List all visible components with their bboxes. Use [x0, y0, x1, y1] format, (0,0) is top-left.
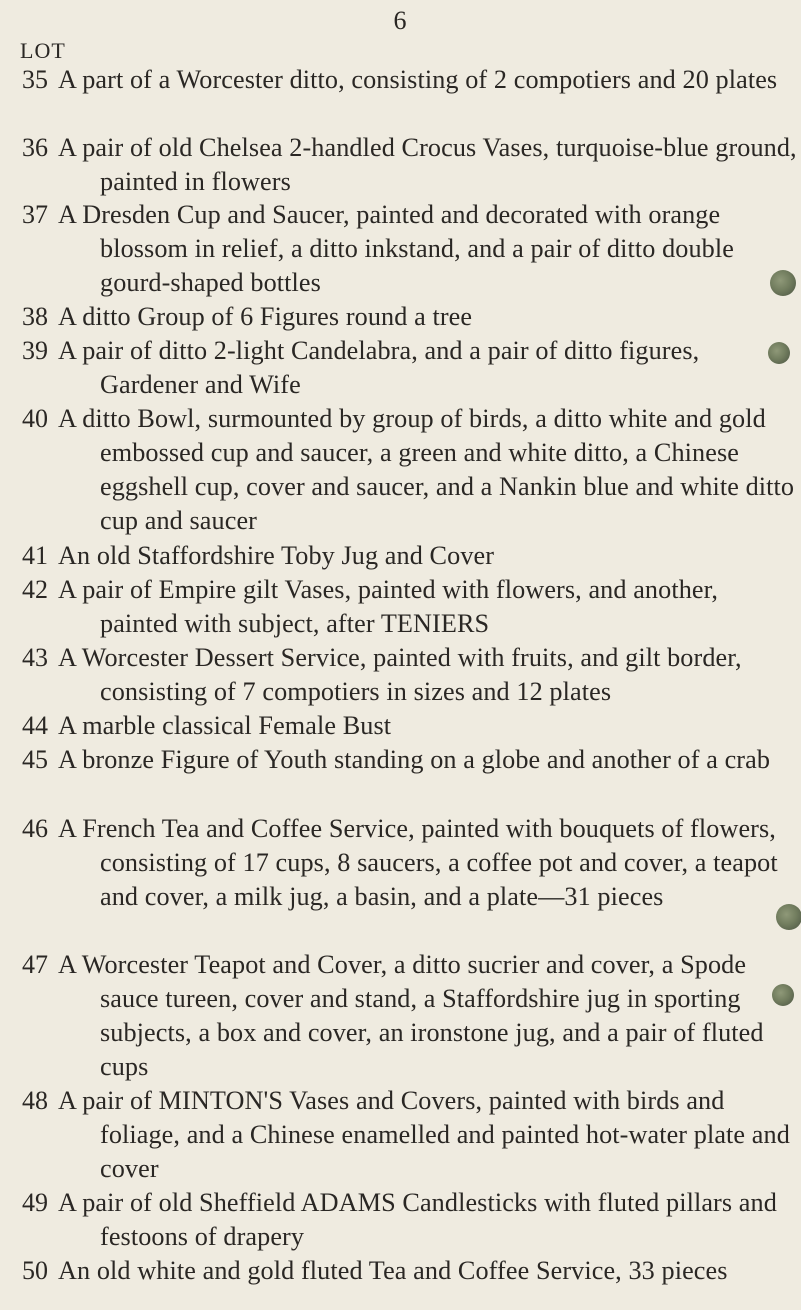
- lot-number: 41: [22, 541, 48, 570]
- lot-description: A pair of MINTON'S Vases and Covers, painted with birds and foliage, and a Chinese enamelled and painted hot-water plate and cover: [58, 1086, 790, 1183]
- lot-number: 38: [22, 302, 48, 331]
- lot-number: 39: [22, 336, 48, 365]
- lot-description: A French Tea and Coffee Service, painted with bouquets of flowers, consisting of 17 cups, 8 saucers, a coffee pot and cover, a teapot and cover, a milk jug, a basin, and a plate—31 pieces: [58, 814, 778, 911]
- page-number: 6: [393, 6, 408, 35]
- lot-description: A Dresden Cup and Saucer, painted and decorated with orange blossom in relief, a ditto inkstand, and a pair of ditto double gourd-shaped bottles: [58, 200, 734, 297]
- lot-number: 47: [22, 950, 48, 979]
- lot-column-header: LOT: [20, 38, 66, 63]
- lot-description: A marble classical Female Bust: [58, 711, 392, 740]
- lot-number: 40: [22, 404, 48, 433]
- lot-description: A part of a Worcester ditto, consisting of 2 compotiers and 20 plates: [58, 65, 778, 94]
- lot-number: 46: [22, 814, 48, 843]
- lot-description: An old Staffordshire Toby Jug and Cover: [58, 541, 495, 570]
- lot-number: 35: [22, 65, 48, 94]
- lot-number: 45: [22, 745, 48, 774]
- margin-stain-icon: [770, 270, 796, 296]
- lot-number: 36: [22, 133, 48, 162]
- lot-description: A pair of old Chelsea 2-handled Crocus Vases, turquoise-blue ground, painted in flowers: [58, 133, 797, 196]
- lot-number: 43: [22, 643, 48, 672]
- margin-stain-icon: [772, 984, 794, 1006]
- lot-description: A Worcester Teapot and Cover, a ditto sucrier and cover, a Spode sauce tureen, cover and stand, a Staffordshire jug in sporting subjects, a box and cover, an ironstone jug, and a pair of fluted cups: [58, 950, 764, 1081]
- lot-number: 42: [22, 575, 48, 604]
- lot-description: A bronze Figure of Youth standing on a globe and another of a crab: [58, 745, 771, 774]
- lot-description: A pair of Empire gilt Vases, painted with flowers, and another, painted with subject, after TENIERS: [58, 575, 719, 638]
- lot-number: 44: [22, 711, 48, 740]
- lot-number: 37: [22, 200, 48, 229]
- lot-number: 48: [22, 1086, 48, 1115]
- lot-description: A ditto Bowl, surmounted by group of birds, a ditto white and gold embossed cup and saucer, a green and white ditto, a Chinese eggshell cup, cover and saucer, and a Nankin blue and white ditto cup and saucer: [58, 404, 795, 535]
- lot-description: A pair of old Sheffield ADAMS Candlesticks with fluted pillars and festoons of drapery: [58, 1188, 777, 1251]
- lot-description: A Worcester Dessert Service, painted with fruits, and gilt border, consisting of 7 compotiers in sizes and 12 plates: [58, 643, 742, 706]
- margin-stain-icon: [768, 342, 790, 364]
- lot-description: A ditto Group of 6 Figures round a tree: [58, 302, 473, 331]
- lot-number: 50: [22, 1256, 48, 1285]
- margin-stain-icon: [776, 904, 801, 930]
- lot-description: A pair of ditto 2-light Candelabra, and a pair of ditto figures, Gardener and Wife: [58, 336, 700, 399]
- lot-number: 49: [22, 1188, 48, 1217]
- lot-description: An old white and gold fluted Tea and Coffee Service, 33 pieces: [58, 1256, 728, 1285]
